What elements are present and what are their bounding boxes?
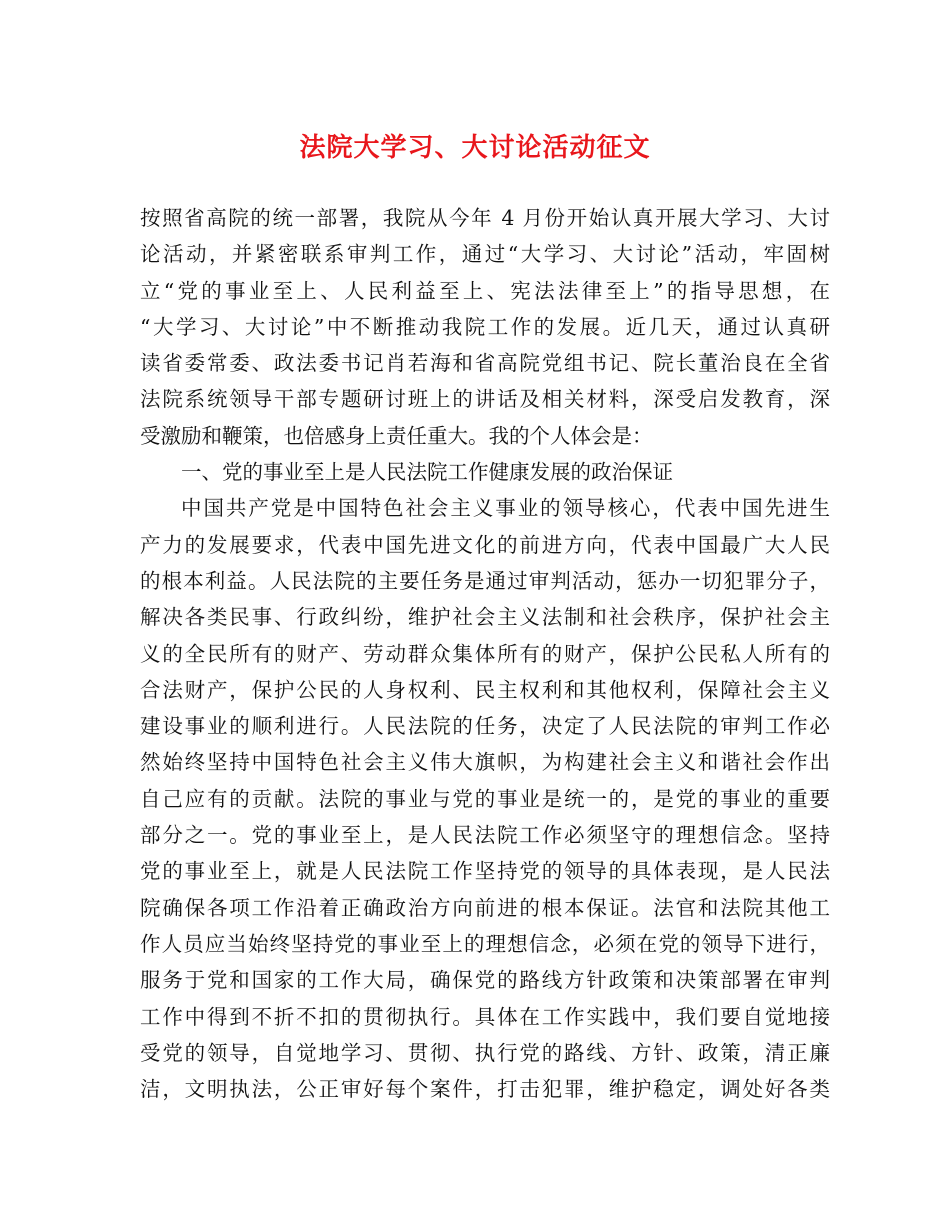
document-body — [140, 200, 830, 1107]
body-line: 合法财产，保护公民的人身权利、民主权利和其他权利，保障社会主义 — [140, 677, 830, 702]
body-line: 立“党的事业至上、人民利益至上、宪法法律至上”的指导思想，在 — [140, 278, 830, 303]
body-line: 读省委常委、政法委书记肖若海和省高院党组书记、院长董治良在全省 — [140, 351, 830, 376]
body-line: 的根本利益。人民法院的主要任务是通过审判活动，惩办一切犯罪分子， — [140, 568, 830, 593]
body-line: 受党的领导，自觉地学习、贯彻、执行党的路线、方针、政策，清正廉 — [140, 1040, 830, 1065]
body-line: 洁，文明执法，公正审好每个案件，打击犯罪，维护稳定，调处好各类 — [140, 1077, 830, 1102]
body-line: 部分之一。党的事业至上，是人民法院工作必须坚守的理想信念。坚持 — [140, 823, 830, 848]
document-title: 法院大学习、大讨论活动征文 — [299, 133, 651, 163]
body-line: 中国共产党是中国特色社会主义事业的领导核心，代表中国先进生 — [181, 496, 830, 521]
body-line: 服务于党和国家的工作大局，确保党的路线方针政策和决策部署在审判 — [140, 968, 830, 993]
body-line: 建设事业的顺利进行。人民法院的任务，决定了人民法院的审判工作必 — [140, 714, 830, 739]
body-line: 工作中得到不折不扣的贯彻执行。具体在工作实践中，我们要自觉地接 — [140, 1004, 830, 1029]
body-line: 按照省高院的统一部署，我院从今年 4 月份开始认真开展大学习、大讨 — [140, 206, 830, 230]
body-line: 然始终坚持中国特色社会主义伟大旗帜，为构建社会主义和谐社会作出 — [140, 750, 830, 775]
body-line: “大学习、大讨论”中不断推动我院工作的发展。近几天，通过认真研 — [140, 314, 830, 339]
body-line: 法院系统领导干部专题研讨班上的讲话及相关材料，深受启发教育，深 — [140, 387, 830, 412]
body-line: 解决各类民事、行政纠纷，维护社会主义法制和社会秩序，保护社会主 — [140, 605, 830, 630]
body-line: 院确保各项工作沿着正确政治方向前进的根本保证。法官和法院其他工 — [140, 895, 830, 920]
body-line: 党的事业至上，就是人民法院工作坚持党的领导的具体表现，是人民法 — [140, 859, 830, 884]
body-line: 产力的发展要求，代表中国先进文化的前进方向，代表中国最广大人民 — [140, 532, 830, 557]
body-line: 自己应有的贡献。法院的事业与党的事业是统一的，是党的事业的重要 — [140, 786, 830, 811]
body-line: 义的全民所有的财产、劳动群众集体所有的财产，保护公民私人所有的 — [140, 641, 830, 666]
body-line: 论活动，并紧密联系审判工作，通过“大学习、大讨论”活动，牢固树 — [140, 242, 830, 267]
section-heading: 一、党的事业至上是人民法院工作健康发展的政治保证 — [181, 460, 673, 485]
body-line: 受激励和鞭策，也倍感身上责任重大。我的个人体会是： — [140, 423, 653, 448]
body-line: 作人员应当始终坚持党的事业至上的理想信念，必须在党的领导下进行， — [140, 931, 830, 956]
